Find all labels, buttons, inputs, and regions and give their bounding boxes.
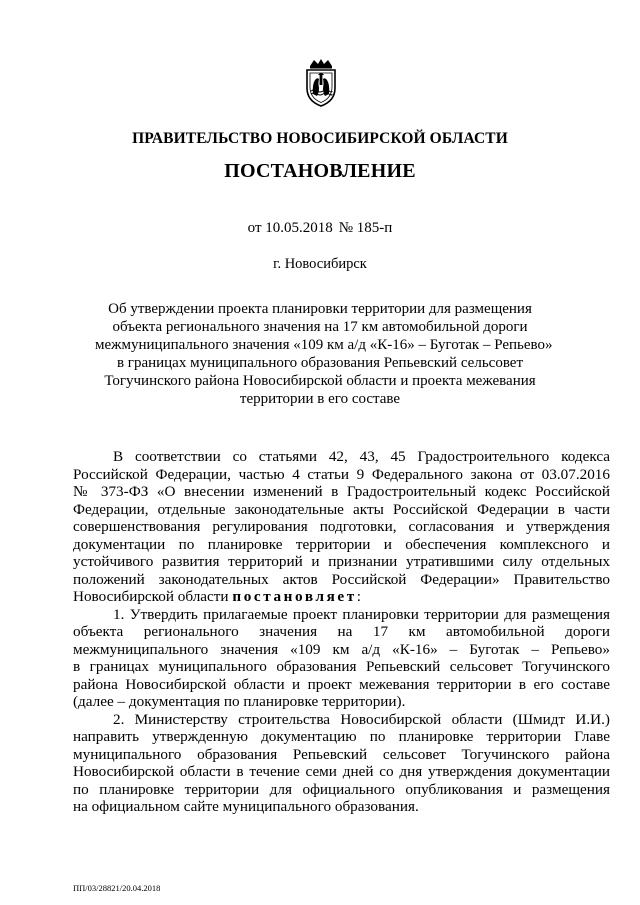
footer-code: ПП/03/28821/20.04.2018 — [73, 883, 161, 893]
body-line: на официальном сайте муниципального образования. — [73, 798, 419, 815]
body-line: муниципального образования Репьевский сельсовет Тогучинского района — [73, 745, 610, 763]
body-line: (далее – документация по планировке территории). — [73, 693, 406, 710]
document-body — [73, 448, 610, 816]
item-2-paragraph — [73, 711, 610, 816]
coat-of-arms-icon — [300, 58, 342, 108]
body-line: положений законодательных актов Российской Федерации» Правительство — [73, 570, 610, 588]
document-subject — [95, 300, 553, 408]
body-line: 2. Министерству строительства Новосибирской области (Шмидт И.И.) — [113, 710, 610, 728]
decree-colon: : — [356, 588, 362, 605]
body-line — [73, 588, 610, 606]
subject-line: межмуниципального значения «109 км а/д «К-16» – Буготак – Репьево» — [95, 337, 553, 353]
body-line: межмуниципального значения «109 км а/д «К-16» – Буготак – Репьево» — [73, 640, 610, 658]
body-line: в границах муниципального образования Репьевский сельсовет Тогучинского — [73, 658, 610, 675]
preamble-paragraph — [73, 448, 610, 606]
body-line: направить утвержденную документацию по планировке территории Главе — [73, 728, 610, 745]
body-line: Российской Федерации, частью 4 статьи 9 Федерального закона от 03.07.2016 — [73, 465, 610, 483]
body-line: района Новосибирской области и проект межевания территории в его составе — [73, 675, 610, 693]
item-1-paragraph — [73, 606, 610, 711]
decree-word: постановляет — [232, 588, 357, 605]
subject-line: объекта регионального значения на 17 км автомобильной дороги — [112, 319, 528, 335]
subject-line: Тогучинского района Новосибирской области и проекта межевания — [104, 373, 536, 389]
body-line: устойчивого развития территорий и признании утратившими силу отдельных — [73, 553, 610, 570]
body-line: Федерации, отдельные законодательные акты Российской Федерации в части — [73, 500, 610, 518]
body-line: № 373-ФЗ «О внесении изменений в Градостроительный кодекс Российской — [73, 483, 610, 500]
document-number: № 185-п — [338, 220, 393, 236]
document-city: г. Новосибирск — [273, 256, 367, 272]
preamble-last-text: Новосибирской области — [73, 588, 229, 605]
subject-line: территории в его составе — [239, 391, 401, 407]
body-line: 1. Утвердить прилагаемые проект планировки территории для размещения — [113, 605, 610, 623]
document-date-number — [0, 220, 640, 237]
body-line: В соответствии со статьями 42, 43, 45 Градостроительного кодекса — [113, 448, 610, 465]
subject-line: в границах муниципального образования Репьевский сельсовет — [116, 355, 524, 371]
body-line: объекта регионального значения на 17 км автомобильной дороги — [73, 623, 610, 640]
body-line: по планировке территории для официального опубликования и размещения — [73, 780, 610, 798]
document-type: ПОСТАНОВЛЕНИЕ — [224, 160, 416, 182]
document-date: от 10.05.2018 — [247, 220, 333, 236]
body-line: Новосибирской области в течение семи дней со дня утверждения документации — [73, 763, 610, 780]
body-line: документации по планировке территории и обеспечения комплексного и — [73, 535, 610, 553]
organization-title: ПРАВИТЕЛЬСТВО НОВОСИБИРСКОЙ ОБЛАСТИ — [132, 130, 508, 147]
body-line: совершенствования регулирования подготовки, согласования и утверждения — [73, 518, 610, 535]
subject-line: Об утверждении проекта планировки территории для размещения — [108, 301, 532, 317]
